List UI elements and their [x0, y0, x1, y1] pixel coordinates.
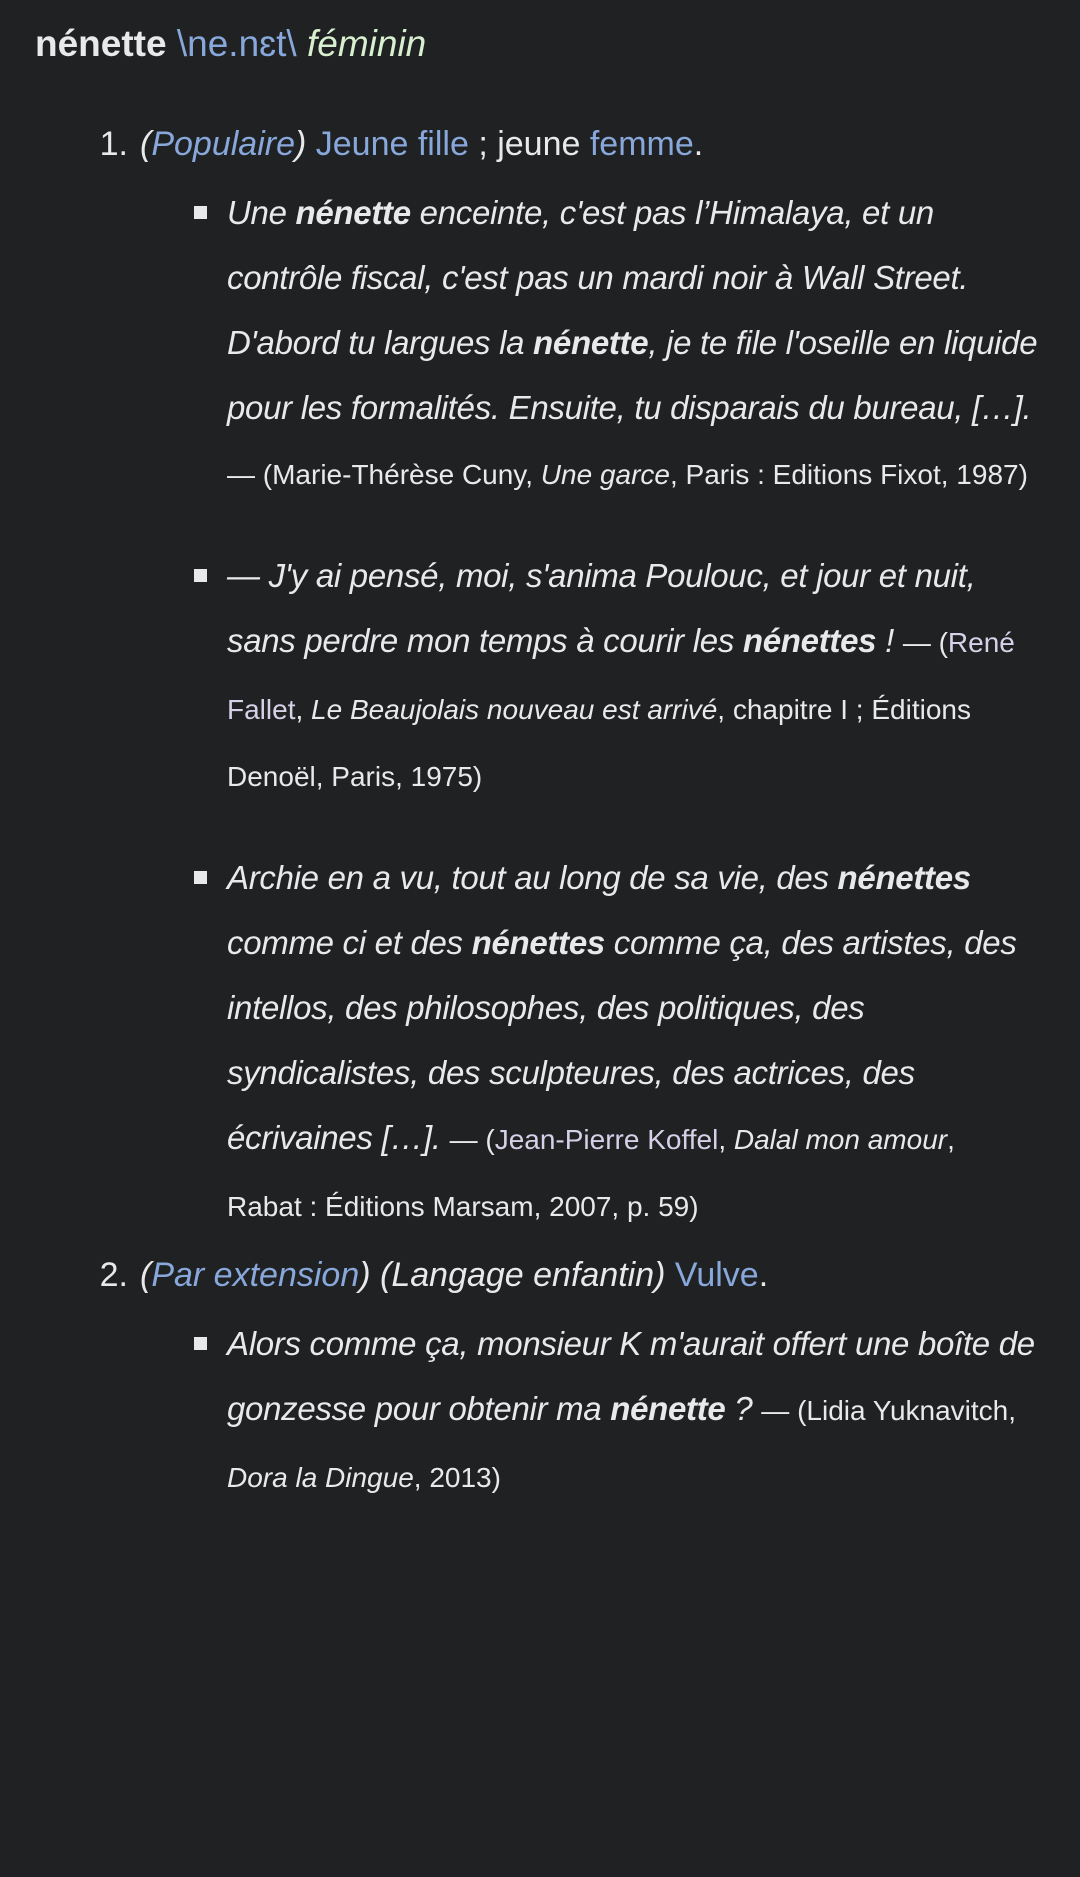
- citation-work-title: Dalal mon amour: [733, 1124, 948, 1155]
- quote-text: [227, 194, 1037, 426]
- sense-item-1: [99, 118, 1045, 1239]
- sense-list: [35, 118, 1045, 1510]
- citation-text: — (Lidia Yuknavitch,: [761, 1395, 1017, 1426]
- citation: [227, 459, 1028, 490]
- definition-2: [140, 1256, 768, 1294]
- definition-text: ; jeune: [468, 125, 590, 163]
- quote-segment: Alors comme ça, monsieur K m'aurait offert une boîte de gonzesse pour obtenir ma: [227, 1325, 1035, 1427]
- definition-text: .: [693, 125, 704, 163]
- definition-link[interactable]: Jeune fille: [315, 125, 469, 163]
- citation-work-title: Une garce: [540, 459, 670, 490]
- citation-text: , 2013): [413, 1462, 501, 1493]
- quote-item: [227, 1311, 1045, 1510]
- quote-term-bold: nénettes: [742, 622, 877, 659]
- citation-text: ,: [718, 1124, 734, 1155]
- definition-link[interactable]: Vulve: [674, 1256, 759, 1294]
- quote-segment: enceinte, c'est pas l’Himalaya, et un contrôle fiscal, c'est pas un mardi noir à Wall Street. D'abord tu largues la: [227, 194, 969, 361]
- quote-term-bold: nénette: [533, 324, 649, 361]
- citation-text: — (: [449, 1124, 495, 1155]
- sense-item-2: [99, 1249, 1045, 1510]
- quote-term-bold: nénette: [295, 194, 411, 231]
- quote-text: [227, 557, 975, 659]
- quote-segment: — J'y ai pensé, moi, s'anima Poulouc, et jour et nuit, sans perdre mon temps à courir les: [227, 557, 976, 659]
- quote-list: [140, 180, 1045, 1239]
- quote-segment: !: [876, 622, 903, 659]
- citation-text: — (: [902, 627, 948, 658]
- gender-label: féminin: [306, 23, 427, 64]
- citation-text: ,: [295, 694, 312, 725]
- usage-label-link[interactable]: Par extension: [151, 1256, 360, 1294]
- sense-number: 1.: [99, 125, 128, 163]
- citation-author-link[interactable]: Jean-Pierre Koffel: [494, 1124, 719, 1155]
- sense-number: 2.: [99, 1256, 128, 1294]
- quote-term-bold: nénette: [610, 1390, 726, 1427]
- citation-text: , Rabat : Éditions Marsam, 2007, p. 59): [227, 1124, 955, 1222]
- citation-author-link[interactable]: René Fallet: [227, 627, 1015, 725]
- quote-segment: Une: [227, 194, 296, 231]
- quote-term-bold: nénettes: [837, 859, 971, 896]
- usage-label-link[interactable]: Populaire: [151, 125, 295, 163]
- label-close-paren: ): [359, 1256, 381, 1294]
- citation-text: , Paris : Editions Fixot, 1987): [669, 459, 1028, 490]
- citation-work-title: Le Beaujolais nouveau est arrivé: [311, 694, 718, 725]
- pronunciation-link[interactable]: \ne.nɛt\: [176, 23, 297, 64]
- definition-1: [140, 125, 703, 163]
- definition-link[interactable]: femme: [589, 125, 694, 163]
- citation-text: — (Marie-Thérèse Cuny,: [227, 459, 541, 490]
- headword: nénette: [35, 23, 167, 64]
- quote-term-bold: nénettes: [471, 924, 605, 961]
- quote-segment: , je te file l'oseille en liquide pour les formalités. Ensuite, tu disparais du bureau, […].: [227, 324, 1038, 426]
- citation-work-title: Dora la Dingue: [227, 1462, 414, 1493]
- quote-list: [140, 1311, 1045, 1510]
- quote-segment: Archie en a vu, tout au long de sa vie, des: [227, 859, 838, 896]
- quote-segment: comme ci et des: [227, 924, 472, 961]
- quote-item: [227, 180, 1045, 507]
- quote-segment: comme ça, des artistes, des intellos, des philosophes, des politiques, des syndicalistes, des sculpteures, des actrices, des écrivaines […].: [227, 924, 1017, 1156]
- quote-text: [227, 859, 1017, 1156]
- label-close-paren: ): [294, 125, 316, 163]
- quote-item: [227, 845, 1045, 1239]
- headword-line: [35, 16, 1045, 72]
- quote-item: [227, 543, 1045, 809]
- label-open-paren: (: [140, 125, 152, 163]
- quote-segment: ?: [725, 1390, 762, 1427]
- definition-text: .: [758, 1256, 769, 1294]
- label-open-paren: (: [140, 1256, 152, 1294]
- citation-text: , chapitre I ; Éditions Denoël, Paris, 1975): [227, 694, 971, 792]
- definition-text: (Langage enfantin): [380, 1256, 675, 1294]
